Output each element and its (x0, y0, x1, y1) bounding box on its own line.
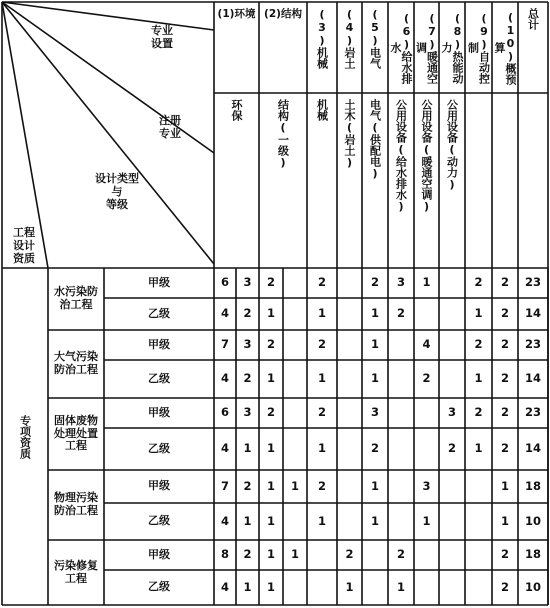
value-cell-3-0-5 (337, 470, 362, 503)
value-cell-0-0-10: 2 (474, 275, 483, 290)
value-cell-0-1-8 (414, 298, 439, 330)
value-cell-1-1-4: 1 (317, 371, 326, 386)
category-cell: 专项资质 (18, 414, 32, 459)
column-header-9: (10)概预算 (493, 10, 517, 85)
value-cell-4-1-12: 10 (524, 579, 541, 594)
value-cell-4-1-10 (465, 570, 492, 605)
column-header-7: (8)热能动力 (440, 11, 464, 84)
value-cell-2-1-11: 2 (500, 441, 509, 456)
value-cell-2-0-8 (414, 398, 439, 428)
value-cell-4-1-8 (414, 570, 439, 605)
value-cell-3-0-0: 7 (220, 478, 229, 493)
value-cell-3-0-7 (388, 470, 414, 503)
value-cell-3-0-1: 2 (243, 478, 252, 493)
column-header-0: (1)环境 (217, 8, 256, 20)
value-cell-4-0-6 (362, 540, 388, 570)
grade-cell-4-0: 甲级 (148, 547, 170, 561)
value-cell-0-0-9 (439, 268, 465, 298)
group-name-0: 水污染防治工程 (54, 285, 98, 311)
value-cell-0-1-5 (337, 298, 362, 330)
value-cell-4-0-2: 1 (266, 547, 275, 562)
grade-cell-2-1: 乙级 (148, 441, 170, 455)
value-cell-1-0-7 (388, 330, 414, 360)
value-cell-2-0-3 (283, 398, 307, 428)
value-cell-4-0-11: 2 (500, 547, 509, 562)
value-cell-1-0-1: 3 (243, 337, 252, 352)
value-cell-1-1-11: 2 (500, 371, 509, 386)
value-cell-1-0-3 (283, 330, 307, 360)
value-cell-3-0-8: 3 (422, 478, 431, 493)
value-cell-3-0-3: 1 (290, 478, 299, 493)
registered-major-0: 环保 (230, 99, 243, 121)
value-cell-0-1-4: 1 (317, 306, 326, 321)
value-cell-1-0-5 (337, 330, 362, 360)
value-cell-4-1-5: 1 (345, 579, 354, 594)
value-cell-2-1-6: 2 (370, 441, 379, 456)
grade-cell-0-0: 甲级 (148, 275, 170, 289)
registered-major-4: 电气(供配电) (368, 99, 382, 180)
value-cell-4-0-12: 18 (524, 547, 541, 562)
value-cell-3-1-5 (337, 503, 362, 540)
value-cell-0-1-11: 2 (500, 306, 509, 321)
value-cell-0-0-8: 1 (422, 275, 431, 290)
value-cell-0-0-4: 2 (317, 275, 326, 290)
corner-design-type-grade-label: 设计类型 与 等级 (95, 172, 139, 212)
group-name-2: 固体废物处理处置工程 (54, 414, 98, 453)
value-cell-3-1-8: 1 (422, 513, 431, 528)
value-cell-1-0-11: 2 (500, 337, 509, 352)
registered-major-10 (519, 99, 547, 262)
value-cell-3-1-6: 1 (370, 513, 379, 528)
value-cell-3-0-2: 1 (266, 478, 275, 493)
value-cell-4-1-11: 2 (500, 579, 509, 594)
value-cell-2-0-0: 6 (220, 405, 229, 420)
value-cell-3-0-9 (439, 470, 465, 503)
value-cell-4-0-10 (465, 540, 492, 570)
value-cell-2-1-2: 1 (266, 441, 275, 456)
value-cell-2-0-2: 2 (266, 405, 275, 420)
value-cell-0-1-7: 2 (396, 306, 405, 321)
value-cell-1-0-4: 2 (317, 337, 326, 352)
registered-major-1: 结构(一级) (276, 99, 290, 169)
value-cell-0-1-0: 4 (220, 306, 229, 321)
value-cell-2-1-9: 2 (447, 441, 456, 456)
value-cell-0-1-10: 1 (474, 306, 483, 321)
value-cell-2-0-10: 2 (474, 405, 483, 420)
group-name-4: 污染修复工程 (54, 558, 98, 585)
value-cell-1-0-6: 1 (370, 337, 379, 352)
value-cell-2-0-4: 2 (317, 405, 326, 420)
value-cell-2-1-7 (388, 428, 414, 470)
value-cell-0-0-0: 6 (220, 275, 229, 290)
value-cell-4-1-6 (362, 570, 388, 605)
registered-major-9 (493, 99, 517, 262)
registered-major-2: 机械 (315, 99, 329, 121)
value-cell-0-0-7: 3 (396, 275, 405, 290)
value-cell-3-1-4: 1 (317, 513, 326, 528)
value-cell-0-0-12: 23 (524, 275, 541, 290)
value-cell-2-1-8 (414, 428, 439, 470)
value-cell-0-1-3 (283, 298, 307, 330)
value-cell-1-1-8: 2 (422, 371, 431, 386)
column-header-10: 总计 (526, 8, 540, 30)
value-cell-1-1-9 (439, 360, 465, 398)
value-cell-4-1-1: 1 (243, 579, 252, 594)
value-cell-2-1-10: 1 (474, 441, 483, 456)
grade-cell-4-1: 乙级 (148, 580, 170, 594)
value-cell-1-1-0: 4 (220, 371, 229, 386)
value-cell-3-1-7 (388, 503, 414, 540)
value-cell-4-0-4 (307, 540, 337, 570)
grade-cell-3-1: 乙级 (148, 514, 170, 528)
value-cell-4-1-3 (283, 570, 307, 605)
column-header-2: (3)机械 (315, 8, 329, 69)
value-cell-2-1-4: 1 (317, 441, 326, 456)
value-cell-1-1-10: 1 (474, 371, 483, 386)
corner-major-setting-label: 专业 设置 (151, 24, 173, 51)
value-cell-1-0-10: 2 (474, 337, 483, 352)
value-cell-3-0-11: 1 (500, 478, 509, 493)
value-cell-2-1-12: 14 (524, 441, 541, 456)
value-cell-3-1-1: 1 (243, 513, 252, 528)
value-cell-0-0-11: 2 (500, 275, 509, 290)
value-cell-4-0-8 (414, 540, 439, 570)
value-cell-3-0-12: 18 (524, 478, 541, 493)
grade-cell-1-1: 乙级 (148, 371, 170, 385)
value-cell-3-1-3 (283, 503, 307, 540)
value-cell-3-0-6: 1 (370, 478, 379, 493)
value-cell-4-0-1: 2 (243, 547, 252, 562)
column-header-3: (4)岩土 (343, 8, 356, 69)
value-cell-4-1-2: 1 (266, 579, 275, 594)
value-cell-0-1-12: 14 (524, 306, 541, 321)
value-cell-2-0-6: 3 (370, 405, 379, 420)
value-cell-3-1-2: 1 (266, 513, 275, 528)
column-header-8: (9)自动控制 (466, 11, 491, 84)
value-cell-1-0-12: 23 (524, 337, 541, 352)
registered-major-3: 土木(岩土) (343, 99, 356, 169)
value-cell-0-0-5 (337, 268, 362, 298)
value-cell-0-0-3 (283, 268, 307, 298)
corner-qualification-label: 工程 设计 资质 (13, 226, 35, 266)
value-cell-4-1-4 (307, 570, 337, 605)
value-cell-0-1-9 (439, 298, 465, 330)
grade-cell-1-0: 甲级 (148, 337, 170, 351)
value-cell-4-0-0: 8 (220, 547, 229, 562)
value-cell-1-0-9 (439, 330, 465, 360)
value-cell-4-0-9 (439, 540, 465, 570)
value-cell-3-0-4: 2 (317, 478, 326, 493)
value-cell-1-1-6: 1 (370, 371, 379, 386)
value-cell-2-1-0: 4 (220, 441, 229, 456)
column-header-4: (5)电气 (368, 8, 382, 69)
value-cell-3-1-11: 1 (500, 513, 509, 528)
value-cell-0-0-6: 2 (370, 275, 379, 290)
value-cell-1-0-8: 4 (422, 337, 431, 352)
value-cell-3-0-10 (465, 470, 492, 503)
grade-cell-3-0: 甲级 (148, 479, 170, 493)
column-header-6: (7)暖通空调 (414, 11, 439, 84)
value-cell-4-1-9 (439, 570, 465, 605)
value-cell-1-0-0: 7 (220, 337, 229, 352)
value-cell-3-1-10 (465, 503, 492, 540)
value-cell-0-0-1: 3 (243, 275, 252, 290)
value-cell-0-1-1: 2 (243, 306, 252, 321)
registered-major-6: 公用设备(暖通空调) (420, 99, 433, 213)
value-cell-1-1-1: 2 (243, 371, 252, 386)
value-cell-0-0-2: 2 (266, 275, 275, 290)
column-header-5: (6)给水排水 (389, 11, 413, 84)
value-cell-0-1-6: 1 (370, 306, 379, 321)
value-cell-2-1-5 (337, 428, 362, 470)
grade-cell-0-1: 乙级 (148, 306, 170, 320)
registered-major-8 (466, 99, 491, 262)
value-cell-1-1-5 (337, 360, 362, 398)
value-cell-4-0-3: 1 (290, 547, 299, 562)
registered-major-7: 公用设备(动力) (445, 99, 459, 191)
value-cell-2-0-1: 3 (243, 405, 252, 420)
corner-reg-major-label: 注册 专业 (159, 114, 181, 141)
value-cell-1-1-2: 1 (266, 371, 275, 386)
value-cell-2-1-1: 1 (243, 441, 252, 456)
value-cell-1-1-7 (388, 360, 414, 398)
value-cell-0-1-2: 1 (266, 306, 275, 321)
value-cell-2-1-3 (283, 428, 307, 470)
value-cell-2-0-9: 3 (447, 405, 456, 420)
value-cell-1-1-3 (283, 360, 307, 398)
column-header-1: (2)结构 (264, 8, 302, 20)
value-cell-2-0-7 (388, 398, 414, 428)
value-cell-3-1-9 (439, 503, 465, 540)
value-cell-4-0-5: 2 (345, 547, 354, 562)
value-cell-3-1-0: 4 (220, 513, 229, 528)
value-cell-1-0-2: 2 (266, 337, 275, 352)
value-cell-4-0-7: 2 (396, 547, 405, 562)
registered-major-5: 公用设备(给水排水) (394, 99, 408, 213)
value-cell-2-0-11: 2 (500, 405, 509, 420)
group-name-1: 大气污染防治工程 (54, 350, 98, 376)
value-cell-4-1-7: 1 (396, 579, 405, 594)
grade-cell-2-0: 甲级 (148, 405, 170, 419)
value-cell-3-1-12: 10 (524, 513, 541, 528)
value-cell-2-0-12: 23 (524, 405, 541, 420)
value-cell-2-0-5 (337, 398, 362, 428)
group-name-3: 物理污染防治工程 (54, 491, 98, 517)
value-cell-4-1-0: 4 (220, 579, 229, 594)
value-cell-1-1-12: 14 (524, 371, 541, 386)
